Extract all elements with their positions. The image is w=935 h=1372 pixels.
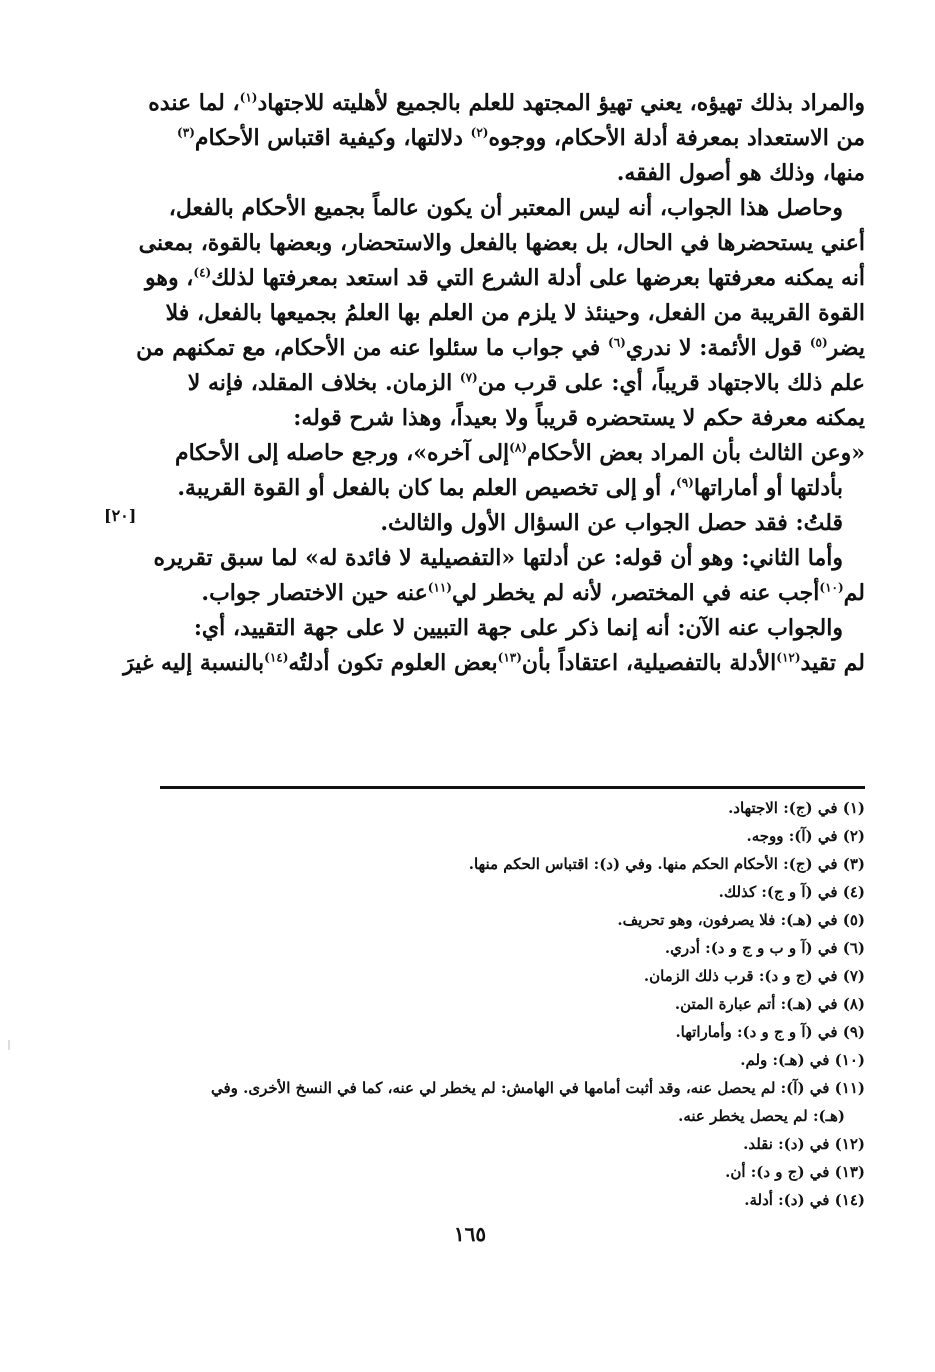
footnote-ref[interactable]: (١٤) bbox=[264, 650, 289, 665]
footnote-item: (١٢) في (د): نقلد. bbox=[743, 1135, 865, 1153]
footnote-item: (١٠) في (هـ): ولم. bbox=[740, 1051, 865, 1069]
text-line: بأدلتها أو أماراتها$^{(٩)}$، أو إلى تخصيص العلم بما كان بالفعل أو القوة القريبة. bbox=[177, 475, 843, 501]
text-line: لم$^{(١٠)}$أجب عنه في المختصر، لأنه لم يخطر لي$^{(١١)}$عنه حين الاختصار جواب. bbox=[201, 580, 865, 606]
footnote-item: (١٤) في (د): أدلة. bbox=[744, 1191, 865, 1209]
footnote-item: (٤) في (آ و ج): كذلك. bbox=[718, 883, 865, 901]
text-line: لم تقيد$^{(١٢)}$الأدلة بالتفصيلية، اعتقاداً بأن$^{(١٣)}$بعض العلوم تكون أدلتُه$^{(١٤)}$بالنسبة إليه غيرَ bbox=[123, 650, 865, 676]
text-line: يمكنه معرفة حكم لا يستحضره قريباً ولا بعيداً، وهذا شرح قوله: bbox=[293, 405, 865, 431]
text-line: قلتُ: فقد حصل الجواب عن السؤال الأول والثالث. bbox=[380, 510, 843, 536]
scan-mark bbox=[8, 1040, 10, 1050]
footnote-ref[interactable]: (٢) bbox=[470, 125, 489, 140]
footnote-ref[interactable]: (١١) bbox=[427, 580, 452, 595]
footnote-item: (٨) في (هـ): أتم عبارة المتن. bbox=[674, 995, 865, 1013]
footnote-item-continuation: (هـ): لم يحصل يخطر عنه. bbox=[678, 1107, 845, 1125]
footnote-separator bbox=[160, 786, 865, 789]
footnote-item: (٦) في (آ و ب و ج و د): أدري. bbox=[664, 939, 865, 957]
page-number: ١٦٥ bbox=[453, 1222, 487, 1246]
footnote-ref[interactable]: (٣) bbox=[177, 125, 195, 140]
footnote-ref[interactable]: (١) bbox=[239, 90, 258, 105]
manuscript-folio-marker: [٢٠] bbox=[104, 506, 137, 525]
text-line: يضر$^{(٥)}$ قول الأئمة: لا ندري$^{(٦)}$ في جواب ما سئلوا عنه من الأحكام، مع تمكنهم من bbox=[136, 335, 865, 361]
footnote-ref[interactable]: (١٠) bbox=[819, 580, 844, 595]
footnote-item: (١) في (ج): الاجتهاد. bbox=[728, 799, 865, 817]
footnote-item: (٧) في (ج و د): قرب ذلك الزمان. bbox=[643, 967, 865, 985]
footnote-ref[interactable]: (٤) bbox=[193, 265, 212, 280]
text-line: القوة القريبة من الفعل، وحينئذ لا يلزم من العلم بها العلمُ بجميعها بالفعل، فلا bbox=[165, 300, 865, 326]
footnote-ref[interactable]: (٨) bbox=[509, 440, 527, 455]
footnote-item: (١١) في (آ): لم يحصل عنه، وقد أثبت أمامها في الهامش: لم يخطر لي عنه، كما في النسخ الأخرى. وفي bbox=[211, 1079, 865, 1097]
footnote-item: (٢) في (آ): ووجه. bbox=[746, 827, 865, 845]
text-line: والجواب عنه الآن: أنه إنما ذكر على جهة التبيين لا على جهة التقييد، أي: bbox=[193, 615, 843, 641]
footnote-ref[interactable]: (١٢) bbox=[776, 650, 801, 665]
text-line: «وعن الثالث بأن المراد بعض الأحكام$^{(٨)}$إلى آخره»، ورجع حاصله إلى الأحكام bbox=[174, 440, 865, 466]
text-line: علم ذلك بالاجتهاد قريباً، أي: على قرب من$^{(٧)}$ الزمان. بخلاف المقلد، فإنه لا bbox=[187, 370, 865, 396]
footnote-item: (٩) في (آ و ج و د): وأماراتها. bbox=[675, 1023, 865, 1041]
text-line: من الاستعداد بمعرفة أدلة الأحكام، ووجوه$^{(٢)}$ دلالتها، وكيفية اقتباس الأحكام$^{(٣)}$ bbox=[177, 125, 865, 151]
footnote-item: (٥) في (هـ): فلا يصرفون، وهو تحريف. bbox=[617, 911, 865, 929]
text-line: وأما الثاني: وهو أن قوله: عن أدلتها «التفصيلية لا فائدة له» لما سبق تقريره bbox=[153, 545, 843, 571]
footnote-ref[interactable]: (١٣) bbox=[497, 650, 522, 665]
text-line: وحاصل هذا الجواب، أنه ليس المعتبر أن يكون عالماً بجميع الأحكام بالفعل، bbox=[168, 195, 843, 221]
footnote-ref[interactable]: (٩) bbox=[676, 475, 694, 490]
text-line: والمراد بذلك تهيؤه، يعني تهيؤ المجتهد للعلم بالجميع لأهليته للاجتهاد$^{(١)}$، لما عنده bbox=[148, 90, 865, 116]
text-line: منها، وذلك هو أصول الفقه. bbox=[616, 160, 865, 186]
text-line: أنه يمكنه معرفتها بعرضها على أدلة الشرع التي قد استعد بمعرفتها لذلك$^{(٤)}$، وهو bbox=[145, 265, 865, 291]
footnotes bbox=[150, 794, 865, 1214]
footnote-ref[interactable]: (٥) bbox=[809, 335, 828, 350]
footnote-item: (١٣) في (ج و د): أن. bbox=[725, 1163, 865, 1181]
text-line: أعني يستحضرها في الحال، بل بعضها بالفعل والاستحضار، وبعضها بالقوة، بمعنى bbox=[138, 230, 865, 256]
main-text bbox=[123, 86, 865, 681]
footnote-ref[interactable]: (٦) bbox=[608, 335, 626, 350]
footnote-ref[interactable]: (٧) bbox=[459, 370, 478, 385]
footnote-item: (٣) في (ج): الأحكام الحكم منها. وفي (د): اقتباس الحكم منها. bbox=[468, 855, 865, 873]
